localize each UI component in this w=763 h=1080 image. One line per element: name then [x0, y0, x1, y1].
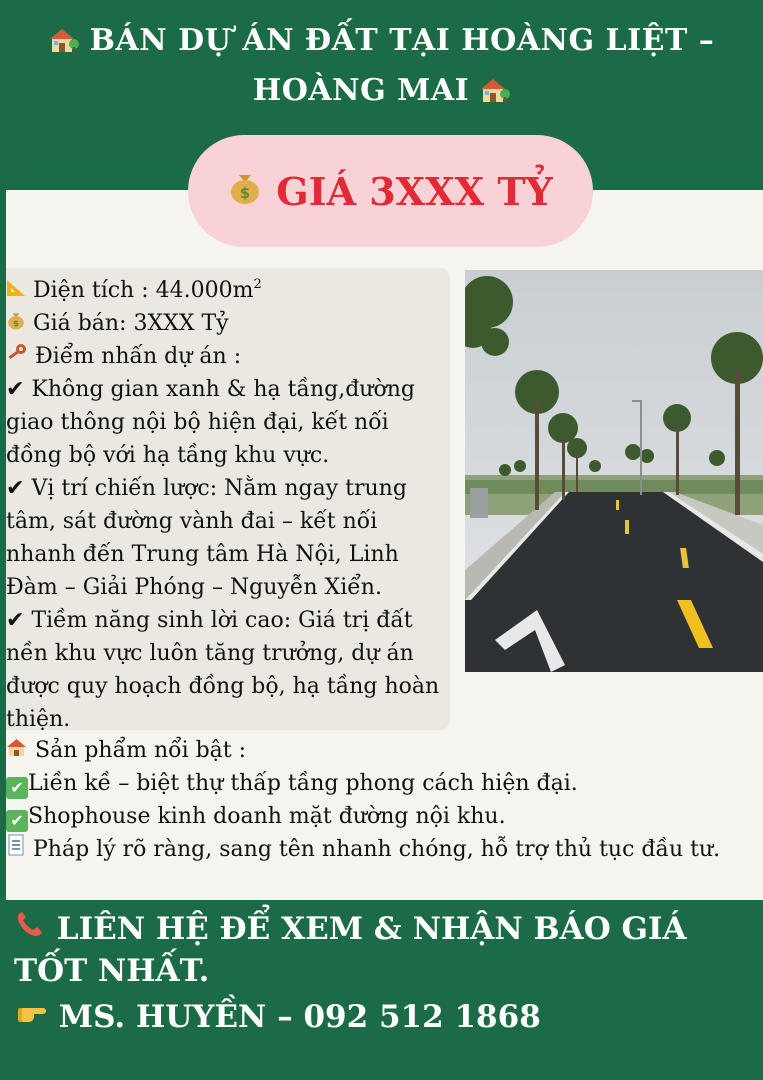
title-line-1: BÁN DỰ ÁN ĐẤT TẠI HOÀNG LIỆT – — [89, 23, 715, 58]
contact-cta-text: LIÊN HỆ ĐỂ XEM & NHẬN BÁO GIÁ TỐT NHẤT. — [14, 911, 687, 989]
highlights-title: Điểm nhấn dự án : — [35, 344, 242, 369]
triangular-ruler-icon — [6, 278, 33, 303]
highlight-1-text: Không gian xanh & hạ tầng,đường giao thông nội bộ hiện đại, kết nối đồng bộ với hạ tầng khu vực. — [6, 377, 415, 468]
contact-cta — [14, 908, 714, 992]
check-mark-icon: ✔ — [6, 377, 25, 402]
highlights-title-row — [6, 340, 450, 373]
money-bag-icon — [228, 169, 262, 214]
highlight-2-text: Vị trí chiến lược: Nằm ngay trung tâm, sát đường vành đai – kết nối nhanh đến Trung tâm Hà Nội, Linh Đàm – Giải Phóng – Nguyễn Xiển. — [6, 476, 407, 600]
svg-text:$: $ — [240, 183, 251, 202]
svg-text:$: $ — [13, 318, 19, 329]
title-line-2: HOÀNG MAI — [252, 73, 470, 108]
check-mark-icon: ✔ — [6, 810, 28, 832]
check-mark-icon: ✔ — [6, 777, 28, 799]
house-with-garden-icon — [480, 72, 510, 118]
highlight-item — [6, 373, 450, 472]
price-label: Giá bán: 3XXX Tỷ — [33, 311, 229, 336]
product-1-text: Liền kề – biệt thự thấp tầng phong cách hiện đại. — [28, 771, 578, 796]
agent-contact-text: MS. HUYỀN – 092 512 1868 — [58, 999, 541, 1035]
contact-footer — [0, 900, 763, 1080]
highlight-item — [6, 604, 450, 736]
products-title-row — [6, 734, 746, 767]
product-2-text: Shophouse kinh doanh mặt đường nội khu. — [28, 804, 506, 829]
telephone-icon — [14, 911, 57, 947]
house-with-garden-icon — [49, 22, 79, 68]
check-mark-icon: ✔ — [6, 476, 25, 501]
money-bag-icon — [6, 311, 33, 336]
house-icon — [6, 738, 35, 763]
product-item — [6, 833, 746, 866]
products-section — [6, 734, 746, 866]
highlight-3-text: Tiềm năng sinh lời cao: Giá trị đất nền khu vực luôn tăng trưởng, dự án được quy hoạch đồng bộ, hạ tầng hoàn thiện. — [6, 608, 440, 732]
agent-contact — [14, 996, 714, 1038]
pointing-hand-icon — [14, 999, 59, 1035]
product-item — [6, 767, 746, 800]
road-photo — [465, 270, 763, 672]
check-mark-icon: ✔ — [6, 608, 25, 633]
details-text — [6, 268, 450, 736]
area-label: Diện tích : 44.000m — [33, 278, 254, 303]
product-3-text: Pháp lý rõ ràng, sang tên nhanh chóng, hỗ trợ thủ tục đầu tư. — [33, 837, 721, 862]
products-title: Sản phẩm nổi bật : — [35, 738, 247, 763]
highlight-item — [6, 472, 450, 604]
price-text: GIÁ 3XXX TỶ — [276, 168, 553, 214]
price-badge — [188, 135, 593, 247]
price-row — [6, 307, 450, 340]
area-row — [6, 268, 450, 307]
key-icon — [6, 344, 35, 369]
page-icon — [6, 837, 33, 862]
product-item — [6, 800, 746, 833]
area-unit-sup: 2 — [253, 277, 262, 292]
page-title — [40, 18, 723, 118]
